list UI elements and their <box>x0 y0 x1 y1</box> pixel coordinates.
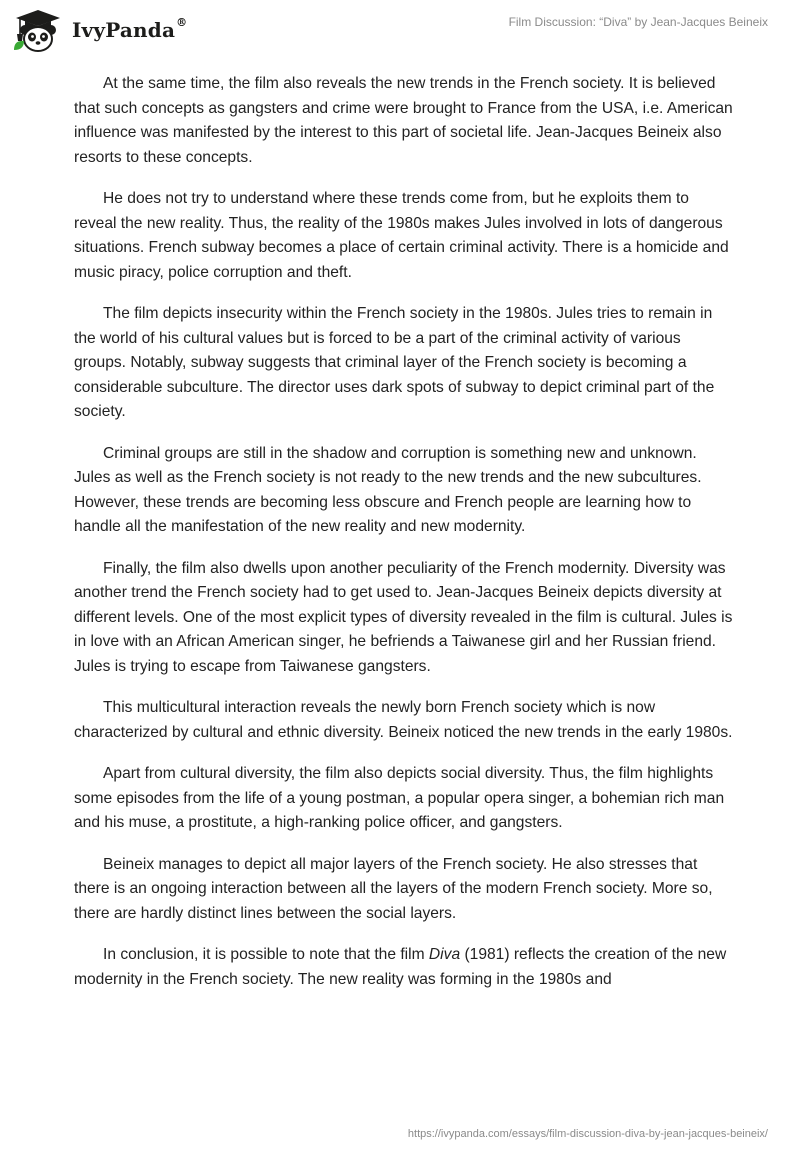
paragraph: At the same time, the film also reveals the new trends in the French society. It is believed that such concepts as gangsters and crime were brought to France from the USA, i.e. American influence was manifested by the interest to this part of societal life. Jean-Jacques Beineix also resorts to these concepts. <box>74 75 733 166</box>
conclusion-text-start: In conclusion, it is possible to note that the film <box>103 946 429 963</box>
conclusion-text-end: (1981) reflects the creation of the new modernity in the French society. The new reality was forming in the 1980s and <box>74 946 727 988</box>
paragraph: Beineix manages to depict all major layers of the French society. He also stresses that there is an ongoing interaction between all the layers of the modern French society. More so, there are hardly distinct lines between the social layers. <box>74 855 713 922</box>
paragraph: This multicultural interaction reveals the newly born French society which is now characterized by cultural and ethnic diversity. Beineix noticed the new trends in the early 1980s. <box>74 699 733 741</box>
paragraph: Apart from cultural diversity, the film also depicts social diversity. Thus, the film highlights some episodes from the life of a young postman, a popular opera singer, a bohemian rich man and his muse, a prostitute, a high-ranking police officer, and gangsters. <box>74 765 725 831</box>
paragraph: The film depicts insecurity within the French society in the 1980s. Jules tries to remain in the world of his cultural values but is forced to be a part of the criminal activity of various groups. Notably, subway suggests that criminal layer of the French society is becoming a considerable subculture. The director uses dark spots of subway to depict criminal part of the society. <box>74 305 715 420</box>
panda-graduate-icon <box>12 8 64 52</box>
essay-body <box>74 72 734 1009</box>
document-title: Film Discussion: “Diva” by Jean-Jacques Beineix <box>508 15 768 29</box>
source-url[interactable]: https://ivypanda.com/essays/film-discussion-diva-by-jean-jacques-beineix/ <box>407 1128 768 1140</box>
conclusion-paragraph <box>74 943 734 992</box>
ivypanda-logo[interactable] <box>12 8 187 52</box>
paragraph: Finally, the film also dwells upon another peculiarity of the French modernity. Diversity was another trend the French society had to get used to. Jean-Jacques Beineix depicts diversity at different levels. One of the most explicit types of diversity revealed in the film is cultural. Jules is in love with an African American singer, he befriends a Taiwanese girl and her Russian friend. Jules is trying to escape from Taiwanese gangsters. <box>74 559 733 675</box>
film-title-italic: Diva <box>428 946 461 963</box>
page-header <box>0 0 800 60</box>
logo-wordmark: IvyPanda® <box>72 16 188 42</box>
paragraph: He does not try to understand where these trends come from, but he exploits them to reveal the new reality. Thus, the reality of the 1980s makes Jules involved in lots of dangerous situations. French subway becomes a place of certain criminal activity. There is a homicide and music piracy, police corruption and theft. <box>74 190 729 281</box>
paragraph: Criminal groups are still in the shadow and corruption is something new and unknown. Jules as well as the French society is not ready to the new trends and the new subcultures. However, these trends are becoming less obscure and French people are learning how to handle all the manifestation of the new reality and new modernity. <box>74 444 702 535</box>
